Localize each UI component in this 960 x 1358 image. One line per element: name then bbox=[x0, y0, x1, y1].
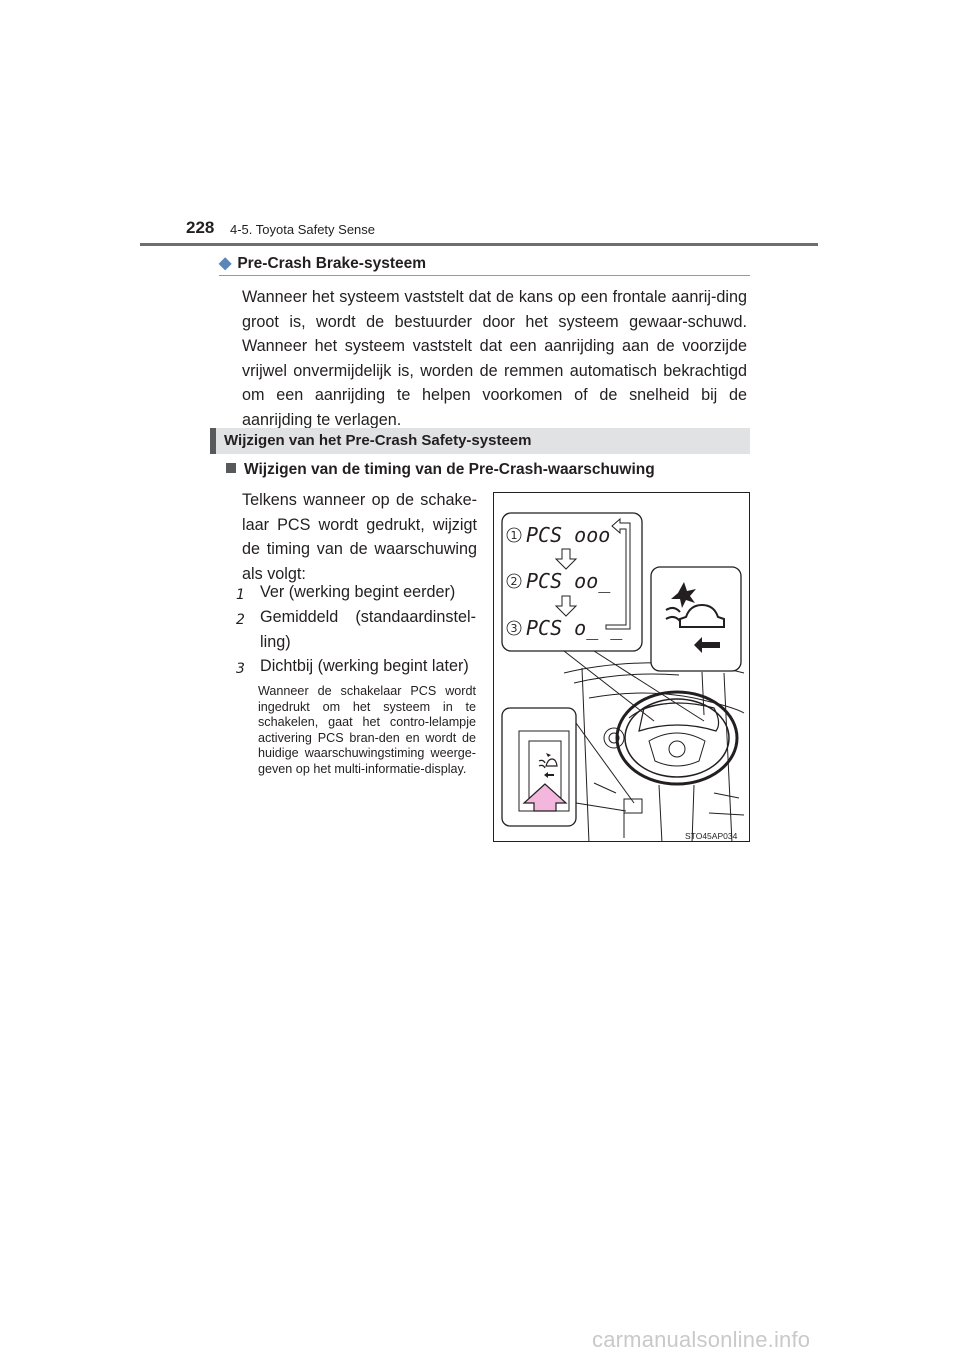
step-text: Gemiddeld (standaardinstel-ling) bbox=[260, 608, 476, 651]
illustration-svg bbox=[494, 493, 750, 842]
step-number: 1 bbox=[236, 587, 245, 603]
display-readout: PCS oo_ bbox=[526, 569, 611, 593]
step-text: Ver (werking begint eerder) bbox=[260, 583, 456, 601]
timing-body: Telkens wanneer op de schake-laar PCS wordt gedrukt, wijzigt de timing van de waarschuwing als volgt: bbox=[242, 491, 477, 583]
indicator-callout bbox=[651, 567, 741, 671]
square-bullet-icon bbox=[226, 463, 236, 473]
diamond-bullet-icon: ◆ bbox=[219, 255, 232, 272]
subsection-title: Pre-Crash Brake-systeem bbox=[237, 255, 426, 272]
callout-number: 3 bbox=[510, 622, 518, 635]
step-item bbox=[236, 580, 476, 605]
page-number: 228 bbox=[186, 218, 215, 237]
step-item bbox=[236, 605, 476, 654]
subsection-divider bbox=[219, 275, 750, 276]
chapter-label: 4-5. Toyota Safety Sense bbox=[230, 222, 376, 237]
timing-heading bbox=[226, 461, 655, 479]
subsection-body: Wanneer het systeem vaststelt dat de kans op een frontale aanrij-ding groot is, wordt de bestuurder door het systeem gewaar-schuwd. Wanneer het systeem vaststelt dat een aanrijding aan de voorzijde vrijwel onvermijdelijk is, worden de remmen automatisch bekrachtigd om een aanrijding te helpen voorkomen of de snelheid bij de aanrijding te verlagen. bbox=[242, 288, 747, 429]
pcs-illustration bbox=[493, 492, 750, 842]
section-title: Wijzigen van het Pre-Crash Safety-systeem bbox=[224, 432, 532, 449]
callout-number: 1 bbox=[510, 529, 518, 542]
header-divider bbox=[140, 243, 818, 246]
step-number: 2 bbox=[236, 612, 245, 628]
segment-readouts bbox=[526, 523, 623, 640]
watermark: carmanualsonline.info bbox=[592, 1327, 811, 1352]
step-text: Dichtbij (werking begint later) bbox=[260, 657, 469, 675]
display-readout: PCS o_ _ bbox=[526, 616, 623, 640]
display-readout: PCS ooo bbox=[526, 523, 611, 547]
callout-number: 2 bbox=[510, 575, 518, 588]
figure-code: STO45AP034 bbox=[685, 831, 738, 841]
note-text: Wanneer de schakelaar PCS wordt ingedrukt om het systeem in te schakelen, gaat het contro-lelampje activering PCS bran-den en wordt de huidige waarschuwingstiming weerge-geven op het multi-informatie-display. bbox=[258, 684, 476, 776]
timing-heading-text: Wijzigen van de timing van de Pre-Crash-waarschuwing bbox=[244, 461, 655, 478]
subsection-heading bbox=[219, 253, 426, 273]
step-item bbox=[236, 654, 476, 679]
step-number: 3 bbox=[236, 661, 245, 677]
